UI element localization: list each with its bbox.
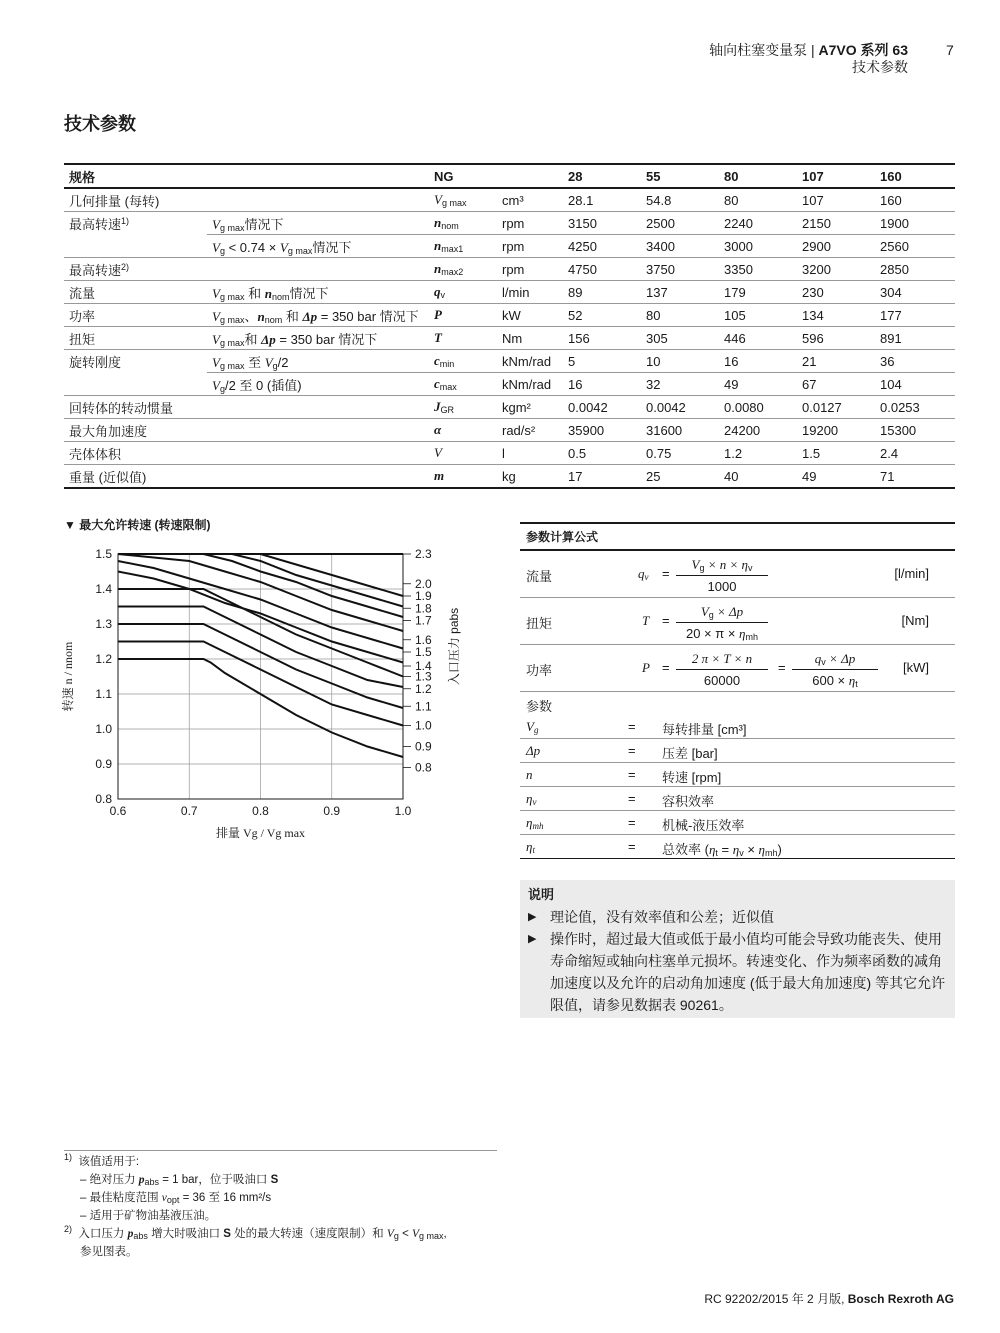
pressure-label: 1.1 (415, 699, 432, 714)
row-unit: rad/s² (497, 419, 563, 442)
page-footer: RC 92202/2015 年 2 月版, Bosch Rexroth AG (704, 1292, 954, 1306)
header-size: 28 (563, 164, 641, 188)
table-cell: 137 (641, 281, 719, 304)
y-tick-label: 1.0 (95, 722, 112, 736)
row-label: 回转体的转动惯量 (64, 396, 429, 419)
x-tick-label: 0.6 (109, 804, 127, 818)
row-symbol: $c_{min}$ (429, 350, 497, 373)
formula-label: 流量 (526, 569, 553, 584)
table-cell: 3350 (719, 258, 797, 281)
table-cell: 2.4 (875, 442, 955, 465)
table-cell: 49 (797, 465, 875, 489)
table-cell: 5 (563, 350, 641, 373)
table-cell: 446 (719, 327, 797, 350)
table-cell: 179 (719, 281, 797, 304)
speed-limit-chart (60, 538, 480, 848)
table-cell: 3400 (641, 235, 719, 258)
x-tick-label: 0.9 (323, 804, 341, 818)
formula-symbol: P (642, 660, 650, 675)
table-cell: 54.8 (641, 188, 719, 212)
row-condition: $V_{g max}$ 至 $V_g/2$ (207, 350, 429, 373)
row-condition: $V_{g max}$、$n_{nom}$ 和 Δp = 350 bar 情况下 (207, 304, 429, 327)
param-row: Δp = 压差 [bar] (520, 739, 955, 763)
row-unit: l/min (497, 281, 563, 304)
list-item: ▶ 理论值，没有效率值和公差；近似值 (528, 906, 948, 928)
formula-unit: [kW] (903, 660, 929, 675)
y-tick-label: 1.1 (95, 687, 112, 701)
x-axis-label: 排量 Vg / Vg max (215, 826, 306, 840)
row-label (64, 373, 207, 396)
table-cell: 15300 (875, 419, 955, 442)
param-row: $\eta_v$ = 容积效率 (520, 787, 955, 811)
table-cell: 304 (875, 281, 955, 304)
table-row (64, 281, 955, 304)
row-symbol: $n_{max1}$ (429, 235, 497, 258)
y-tick-label: 1.3 (95, 617, 112, 631)
row-label: 流量 (64, 281, 207, 304)
table-cell: 104 (875, 373, 955, 396)
pressure-label: 1.7 (415, 613, 432, 628)
table-cell: 2150 (797, 212, 875, 235)
table-cell: 0.0127 (797, 396, 875, 419)
table-cell: 17 (563, 465, 641, 489)
row-unit: rpm (497, 235, 563, 258)
x-tick-label: 0.8 (252, 804, 269, 818)
row-label: 重量 (近似值) (64, 465, 429, 489)
row-label: 最大角加速度 (64, 419, 429, 442)
table-cell: 596 (797, 327, 875, 350)
table-cell: 2500 (641, 212, 719, 235)
fraction: $\frac{V_g \times n \times \eta_v}{1000}$ (676, 557, 768, 594)
equals-sign: = (662, 613, 670, 628)
row-symbol: $J_{GR}$ (429, 396, 497, 419)
row-symbol: $n_{max2}$ (429, 258, 497, 281)
header-size: 160 (875, 164, 955, 188)
row-symbol: $V_{g max}$ (429, 188, 497, 212)
table-cell: 32 (641, 373, 719, 396)
table-cell: 891 (875, 327, 955, 350)
header-size: 55 (641, 164, 719, 188)
param-row: $\eta_{mh}$ = 机械-液压效率 (520, 811, 955, 835)
footnote-1: $^{1)}$ 该值适用于: (64, 1152, 140, 1168)
table-cell: 2850 (875, 258, 955, 281)
table-cell: 3750 (641, 258, 719, 281)
pressure-label: 1.9 (415, 589, 432, 603)
header-ng: NG (429, 164, 563, 188)
table-cell: 134 (797, 304, 875, 327)
table-row (64, 373, 955, 396)
table-row (64, 350, 955, 373)
table-cell: 0.5 (563, 442, 641, 465)
pressure-label: 1.4 (415, 659, 432, 673)
row-label: 几何排量 (每转) (64, 188, 429, 212)
pressure-label: 1.2 (415, 681, 432, 696)
page-number: 7 (946, 42, 954, 58)
row-label: 旋转刚度 (69, 354, 122, 370)
equals-sign: = (778, 660, 786, 675)
param-row: n = 转速 [rpm] (520, 763, 955, 787)
header-spec: 规格 (64, 164, 429, 188)
list-item: ▶ 操作时，超过最大值或低于最小值均可能会导致功能丧失、使用寿命缩短或轴向柱塞单元损坏。转速变化、作为频率函数的减角加速度以及允许的启动角加速度 (低于最大角加速度) 等其它允许限值，请参见数据表 90261。 (528, 928, 948, 1016)
formula-heading: 参数计算公式 (520, 522, 955, 551)
table-cell: 49 (719, 373, 797, 396)
row-unit: kg (497, 465, 563, 489)
table-cell: 107 (797, 188, 875, 212)
table-cell: 2900 (797, 235, 875, 258)
table-cell: 3150 (563, 212, 641, 235)
table-cell: 67 (797, 373, 875, 396)
equals-sign: = (662, 566, 670, 581)
table-cell: 0.0080 (719, 396, 797, 419)
row-unit: l (497, 442, 563, 465)
formula-torque (520, 598, 955, 645)
formula-symbol: T (642, 613, 650, 628)
formula-label: 扭矩 (526, 616, 553, 631)
bullet-icon: ▶ (528, 911, 537, 923)
table-cell: 80 (719, 188, 797, 212)
table-cell: 35900 (563, 419, 641, 442)
row-unit: kgm² (497, 396, 563, 419)
table-cell: 16 (563, 373, 641, 396)
table-cell: 71 (875, 465, 955, 489)
footnote-divider (64, 1150, 497, 1151)
row-symbol: $n_{nom}$ (429, 212, 497, 235)
row-unit: cm³ (497, 188, 563, 212)
header-section: 技术参数 (852, 59, 908, 75)
row-label: 扭矩 (64, 327, 207, 350)
table-cell: 52 (563, 304, 641, 327)
x-tick-label: 1.0 (394, 804, 412, 818)
params-title-row: 参数 (526, 699, 553, 714)
notes-box (520, 880, 955, 1018)
table-cell: 19200 (797, 419, 875, 442)
y2-axis-label: 入口压力 pabs (447, 607, 461, 686)
table-cell: 1.5 (797, 442, 875, 465)
row-symbol: V (429, 442, 497, 465)
table-cell: 4750 (563, 258, 641, 281)
row-label: 最高转速$^{2)}$ (64, 258, 429, 281)
header-size: 107 (797, 164, 875, 188)
row-symbol: $c_{max}$ (429, 373, 497, 396)
row-condition: $V_{g max}$ 和 $n_{nom}$情况下 (207, 281, 429, 304)
table-row (64, 188, 955, 212)
spec-table (64, 163, 955, 489)
page-header (709, 42, 908, 76)
x-tick-label: 0.7 (180, 804, 198, 818)
header-series: A7VO 系列 63 (818, 42, 908, 58)
table-cell: 28.1 (563, 188, 641, 212)
y-axis-label: 转速 n / nnom (61, 641, 75, 712)
chart-title: ▼ 最大允许转速 (转速限制) (64, 518, 211, 532)
row-condition: $V_{g max}$和 Δp = 350 bar 情况下 (207, 327, 429, 350)
y-tick-label: 0.9 (95, 757, 112, 771)
table-cell: 156 (563, 327, 641, 350)
table-cell: 25 (641, 465, 719, 489)
table-cell: 305 (641, 327, 719, 350)
row-unit: rpm (497, 258, 563, 281)
page-title: 技术参数 (64, 114, 136, 134)
table-row (64, 258, 955, 281)
row-symbol: m (429, 465, 497, 489)
table-cell: 89 (563, 281, 641, 304)
table-cell: 177 (875, 304, 955, 327)
row-unit: kNm/rad (497, 373, 563, 396)
pressure-label: 1.8 (415, 601, 432, 616)
pressure-label: 1.5 (415, 645, 432, 659)
formula-label: 功率 (526, 663, 553, 678)
row-symbol: α (429, 419, 497, 442)
table-row (64, 465, 955, 489)
table-row (64, 212, 955, 235)
table-cell: 40 (719, 465, 797, 489)
param-row: $\eta_t$ = 总效率 $(\eta_t = \eta_v \times \eta_{mh})$ (520, 835, 955, 859)
pressure-label: 2.0 (415, 576, 432, 591)
table-cell: 230 (797, 281, 875, 304)
table-cell: 36 (875, 350, 955, 373)
row-label: 功率 (64, 304, 207, 327)
row-label: 壳体体积 (64, 442, 429, 465)
table-cell: 1900 (875, 212, 955, 235)
table-cell: 2560 (875, 235, 955, 258)
pressure-label: 0.9 (415, 739, 432, 754)
table-cell: 31600 (641, 419, 719, 442)
y-tick-label: 1.5 (95, 547, 112, 561)
row-unit: kNm/rad (497, 350, 563, 373)
formula-symbol: $q_v$ (638, 566, 649, 582)
row-symbol: T (429, 327, 497, 350)
row-unit: Nm (497, 327, 563, 350)
pressure-label: 1.0 (415, 718, 432, 733)
table-cell: 4250 (563, 235, 641, 258)
pressure-label: 1.6 (415, 632, 432, 647)
footnotes: $^{1)}$ 该值适用于: – 绝对压力 $p_{abs} = 1$ bar，位于吸油口 S – 最佳粘度范围 $\nu_{opt} = 36$ 至 16 mm²/s – 适用于矿物油基液压油。 $^{2)}$ 入口压力 $p_{abs}$ 增大时吸油口 S 处的最大转速（速度限制）和 $V_g < V_{g max}$, 参见图表。 (64, 1152, 447, 1258)
formula-flow (520, 551, 955, 598)
table-cell: 0.0042 (641, 396, 719, 419)
pressure-label: 0.8 (415, 760, 432, 775)
row-symbol: P (429, 304, 497, 327)
row-label: 最高转速$^{1)}$ (69, 215, 130, 232)
table-row (64, 396, 955, 419)
table-cell: 105 (719, 304, 797, 327)
table-cell: 16 (719, 350, 797, 373)
table-row (64, 304, 955, 327)
table-cell: 3000 (719, 235, 797, 258)
table-header-row (64, 164, 955, 188)
pressure-label: 2.3 (415, 547, 432, 561)
param-row: $V_g$ = 每转排量 [cm³] (520, 715, 955, 739)
table-cell: 1.2 (719, 442, 797, 465)
y-tick-label: 1.2 (95, 652, 112, 666)
row-label (64, 235, 207, 258)
row-condition: $V_g/2$ 至 0 (插值) (207, 373, 429, 396)
table-row (64, 235, 955, 258)
table-cell: 21 (797, 350, 875, 373)
fraction: $\frac{q_v \times \Delta p}{600 \times \eta_t}$ (792, 651, 878, 689)
notes-title: 说明 (528, 887, 555, 902)
header-size: 80 (719, 164, 797, 188)
table-row (64, 419, 955, 442)
table-row (64, 327, 955, 350)
footnote-2: $^{2)}$ 入口压力 $p_{abs}$ 增大时吸油口 S 处的最大转速（速度限制）和 $V_g < V_{g max}$, (64, 1224, 447, 1241)
row-condition: $V_{g max}$情况下 (207, 212, 429, 235)
formula-unit: [l/min] (894, 566, 929, 581)
table-cell: 160 (875, 188, 955, 212)
formula-unit: [Nm] (901, 613, 929, 628)
table-cell: 0.0253 (875, 396, 955, 419)
formula-power (520, 645, 955, 692)
row-unit: rpm (497, 212, 563, 235)
fraction: $\frac{2 \pi \times T \times n}{60000}$ (676, 651, 768, 688)
fraction: $V_g \times \Delta p$ $20 \times \pi \times \eta_{mh}$ (676, 604, 768, 642)
table-cell: 24200 (719, 419, 797, 442)
equals-sign: = (662, 660, 670, 675)
header-product: 轴向柱塞变量泵 | (709, 42, 819, 58)
table-cell: 2240 (719, 212, 797, 235)
row-unit: kW (497, 304, 563, 327)
table-cell: 80 (641, 304, 719, 327)
table-cell: 3200 (797, 258, 875, 281)
row-condition: $V_g < 0.74 \times V_{g max}$情况下 (207, 235, 429, 258)
pressure-label: 1.3 (415, 669, 432, 684)
bullet-icon: ▶ (528, 933, 537, 945)
table-cell: 0.0042 (563, 396, 641, 419)
y-tick-label: 0.8 (95, 792, 112, 806)
table-cell: 0.75 (641, 442, 719, 465)
formula-table (520, 522, 955, 859)
notes-list (528, 906, 948, 1016)
table-cell: 10 (641, 350, 719, 373)
row-symbol: $q_v$ (429, 281, 497, 304)
table-row (64, 442, 955, 465)
y-tick-label: 1.4 (95, 582, 112, 596)
